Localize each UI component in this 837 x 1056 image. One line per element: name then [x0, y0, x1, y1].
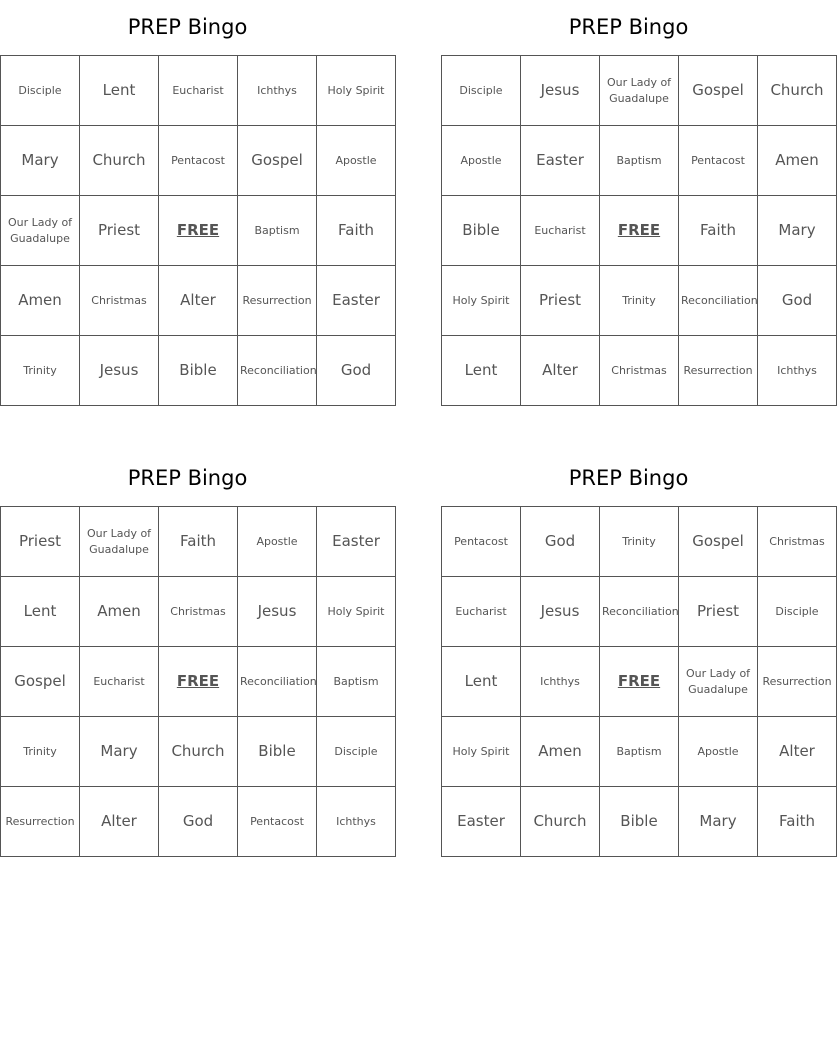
bingo-cell: Christmas [758, 507, 837, 577]
bingo-cell: Reconciliation [679, 266, 758, 336]
bingo-cell: Mary [1, 126, 80, 196]
bingo-cell: Eucharist [442, 577, 521, 647]
bingo-cell: Apostle [238, 507, 317, 577]
bingo-cell: Priest [1, 507, 80, 577]
bingo-cell: God [758, 266, 837, 336]
bingo-cell: Jesus [80, 336, 159, 406]
grid-row [1, 266, 396, 336]
bingo-cell: Amen [758, 126, 837, 196]
bingo-card-1 [0, 0, 385, 406]
grid-row [1, 717, 396, 787]
bingo-cell: Faith [758, 787, 837, 857]
bingo-cell: Eucharist [521, 196, 600, 266]
bingo-grid [441, 55, 837, 406]
card-title: PREP Bingo [127, 15, 248, 39]
bingo-cell: Christmas [80, 266, 159, 336]
grid-row [442, 507, 837, 577]
bingo-cell: Church [758, 56, 837, 126]
bingo-cell: Resurrection [679, 336, 758, 406]
bingo-cell: God [317, 336, 396, 406]
bingo-cell: Church [521, 787, 600, 857]
bingo-cell: Christmas [159, 577, 238, 647]
grid-row [442, 577, 837, 647]
bingo-cell: Bible [600, 787, 679, 857]
bingo-cell: Our Lady of Guadalupe [80, 507, 159, 577]
bingo-cell: Faith [679, 196, 758, 266]
bingo-cell: Alter [758, 717, 837, 787]
card-title: PREP Bingo [568, 15, 689, 39]
bingo-cell: God [159, 787, 238, 857]
bingo-cell: Our Lady of Guadalupe [1, 196, 80, 266]
grid-row [442, 266, 837, 336]
bingo-grid [0, 55, 396, 406]
bingo-cell: Trinity [600, 507, 679, 577]
bingo-cell: Resurrection [1, 787, 80, 857]
bingo-cell: Mary [758, 196, 837, 266]
bingo-cell: God [521, 507, 600, 577]
bingo-grid [441, 506, 837, 857]
bingo-cell: Amen [1, 266, 80, 336]
bingo-cell: Church [159, 717, 238, 787]
bingo-cell: Church [80, 126, 159, 196]
bingo-cell: Reconciliation [238, 336, 317, 406]
bingo-cell: Disciple [442, 56, 521, 126]
bingo-cell: Ichthys [758, 336, 837, 406]
grid-row [442, 787, 837, 857]
bingo-cell: Ichthys [317, 787, 396, 857]
bingo-cell: Holy Spirit [442, 266, 521, 336]
bingo-cell: Trinity [1, 336, 80, 406]
bingo-card-4 [441, 451, 832, 857]
bingo-card-2 [441, 0, 824, 406]
bingo-cell: Baptism [600, 717, 679, 787]
bingo-cell: Reconciliation [600, 577, 679, 647]
grid-row [442, 717, 837, 787]
grid-row [1, 126, 396, 196]
free-space-cell: FREE [159, 196, 238, 266]
bingo-cell: Baptism [238, 196, 317, 266]
bingo-cell: Faith [159, 507, 238, 577]
bingo-cell: Faith [317, 196, 396, 266]
bingo-card-3 [0, 451, 385, 857]
bingo-cell: Easter [317, 266, 396, 336]
bingo-cell: Holy Spirit [442, 717, 521, 787]
bingo-cell: Bible [442, 196, 521, 266]
grid-row [1, 56, 396, 126]
bingo-cell: Disciple [758, 577, 837, 647]
bingo-cell: Trinity [1, 717, 80, 787]
bingo-cell: Amen [521, 717, 600, 787]
bingo-cell: Disciple [317, 717, 396, 787]
bingo-cell: Priest [80, 196, 159, 266]
grid-row [442, 56, 837, 126]
bingo-grid [0, 506, 396, 857]
grid-row [1, 336, 396, 406]
free-space-cell: FREE [600, 196, 679, 266]
bingo-cell: Trinity [600, 266, 679, 336]
bingo-cell: Our Lady of Guadalupe [600, 56, 679, 126]
bingo-cell: Gospel [679, 507, 758, 577]
free-space-cell: FREE [600, 647, 679, 717]
bingo-cell: Gospel [679, 56, 758, 126]
bingo-cell: Alter [159, 266, 238, 336]
bingo-cell: Apostle [317, 126, 396, 196]
bingo-cell: Alter [521, 336, 600, 406]
bingo-cell: Lent [1, 577, 80, 647]
bingo-cell: Resurrection [238, 266, 317, 336]
free-space-cell: FREE [159, 647, 238, 717]
bingo-cell: Mary [679, 787, 758, 857]
bingo-cell: Mary [80, 717, 159, 787]
bingo-cell: Eucharist [159, 56, 238, 126]
grid-row [1, 196, 396, 266]
grid-row [442, 196, 837, 266]
bingo-cell: Christmas [600, 336, 679, 406]
bingo-cell: Reconciliation [238, 647, 317, 717]
grid-row [1, 507, 396, 577]
bingo-cell: Gospel [238, 126, 317, 196]
bingo-cell: Resurrection [758, 647, 837, 717]
grid-row [1, 787, 396, 857]
bingo-cell: Priest [521, 266, 600, 336]
bingo-cell: Baptism [600, 126, 679, 196]
bingo-cell: Disciple [1, 56, 80, 126]
bingo-cell: Gospel [1, 647, 80, 717]
bingo-cell: Lent [80, 56, 159, 126]
bingo-cell: Pentacost [159, 126, 238, 196]
bingo-cell: Jesus [521, 577, 600, 647]
grid-row [442, 336, 837, 406]
bingo-cell: Ichthys [521, 647, 600, 717]
bingo-cell: Bible [238, 717, 317, 787]
bingo-cell: Amen [80, 577, 159, 647]
bingo-cell: Bible [159, 336, 238, 406]
grid-row [1, 577, 396, 647]
bingo-cell: Lent [442, 647, 521, 717]
bingo-cell: Eucharist [80, 647, 159, 717]
bingo-cell: Easter [442, 787, 521, 857]
bingo-cell: Easter [317, 507, 396, 577]
card-title: PREP Bingo [568, 466, 689, 490]
grid-row [442, 126, 837, 196]
bingo-cell: Pentacost [238, 787, 317, 857]
bingo-cell: Priest [679, 577, 758, 647]
card-title: PREP Bingo [127, 466, 248, 490]
bingo-cell: Pentacost [679, 126, 758, 196]
bingo-cell: Apostle [679, 717, 758, 787]
grid-row [442, 647, 837, 717]
bingo-cell: Pentacost [442, 507, 521, 577]
bingo-cell: Lent [442, 336, 521, 406]
grid-row [1, 647, 396, 717]
bingo-cell: Jesus [521, 56, 600, 126]
bingo-cell: Ichthys [238, 56, 317, 126]
bingo-cell: Our Lady of Guadalupe [679, 647, 758, 717]
bingo-cell: Easter [521, 126, 600, 196]
bingo-cell: Baptism [317, 647, 396, 717]
bingo-cell: Holy Spirit [317, 56, 396, 126]
bingo-cell: Alter [80, 787, 159, 857]
bingo-cell: Holy Spirit [317, 577, 396, 647]
bingo-cell: Apostle [442, 126, 521, 196]
bingo-cell: Jesus [238, 577, 317, 647]
